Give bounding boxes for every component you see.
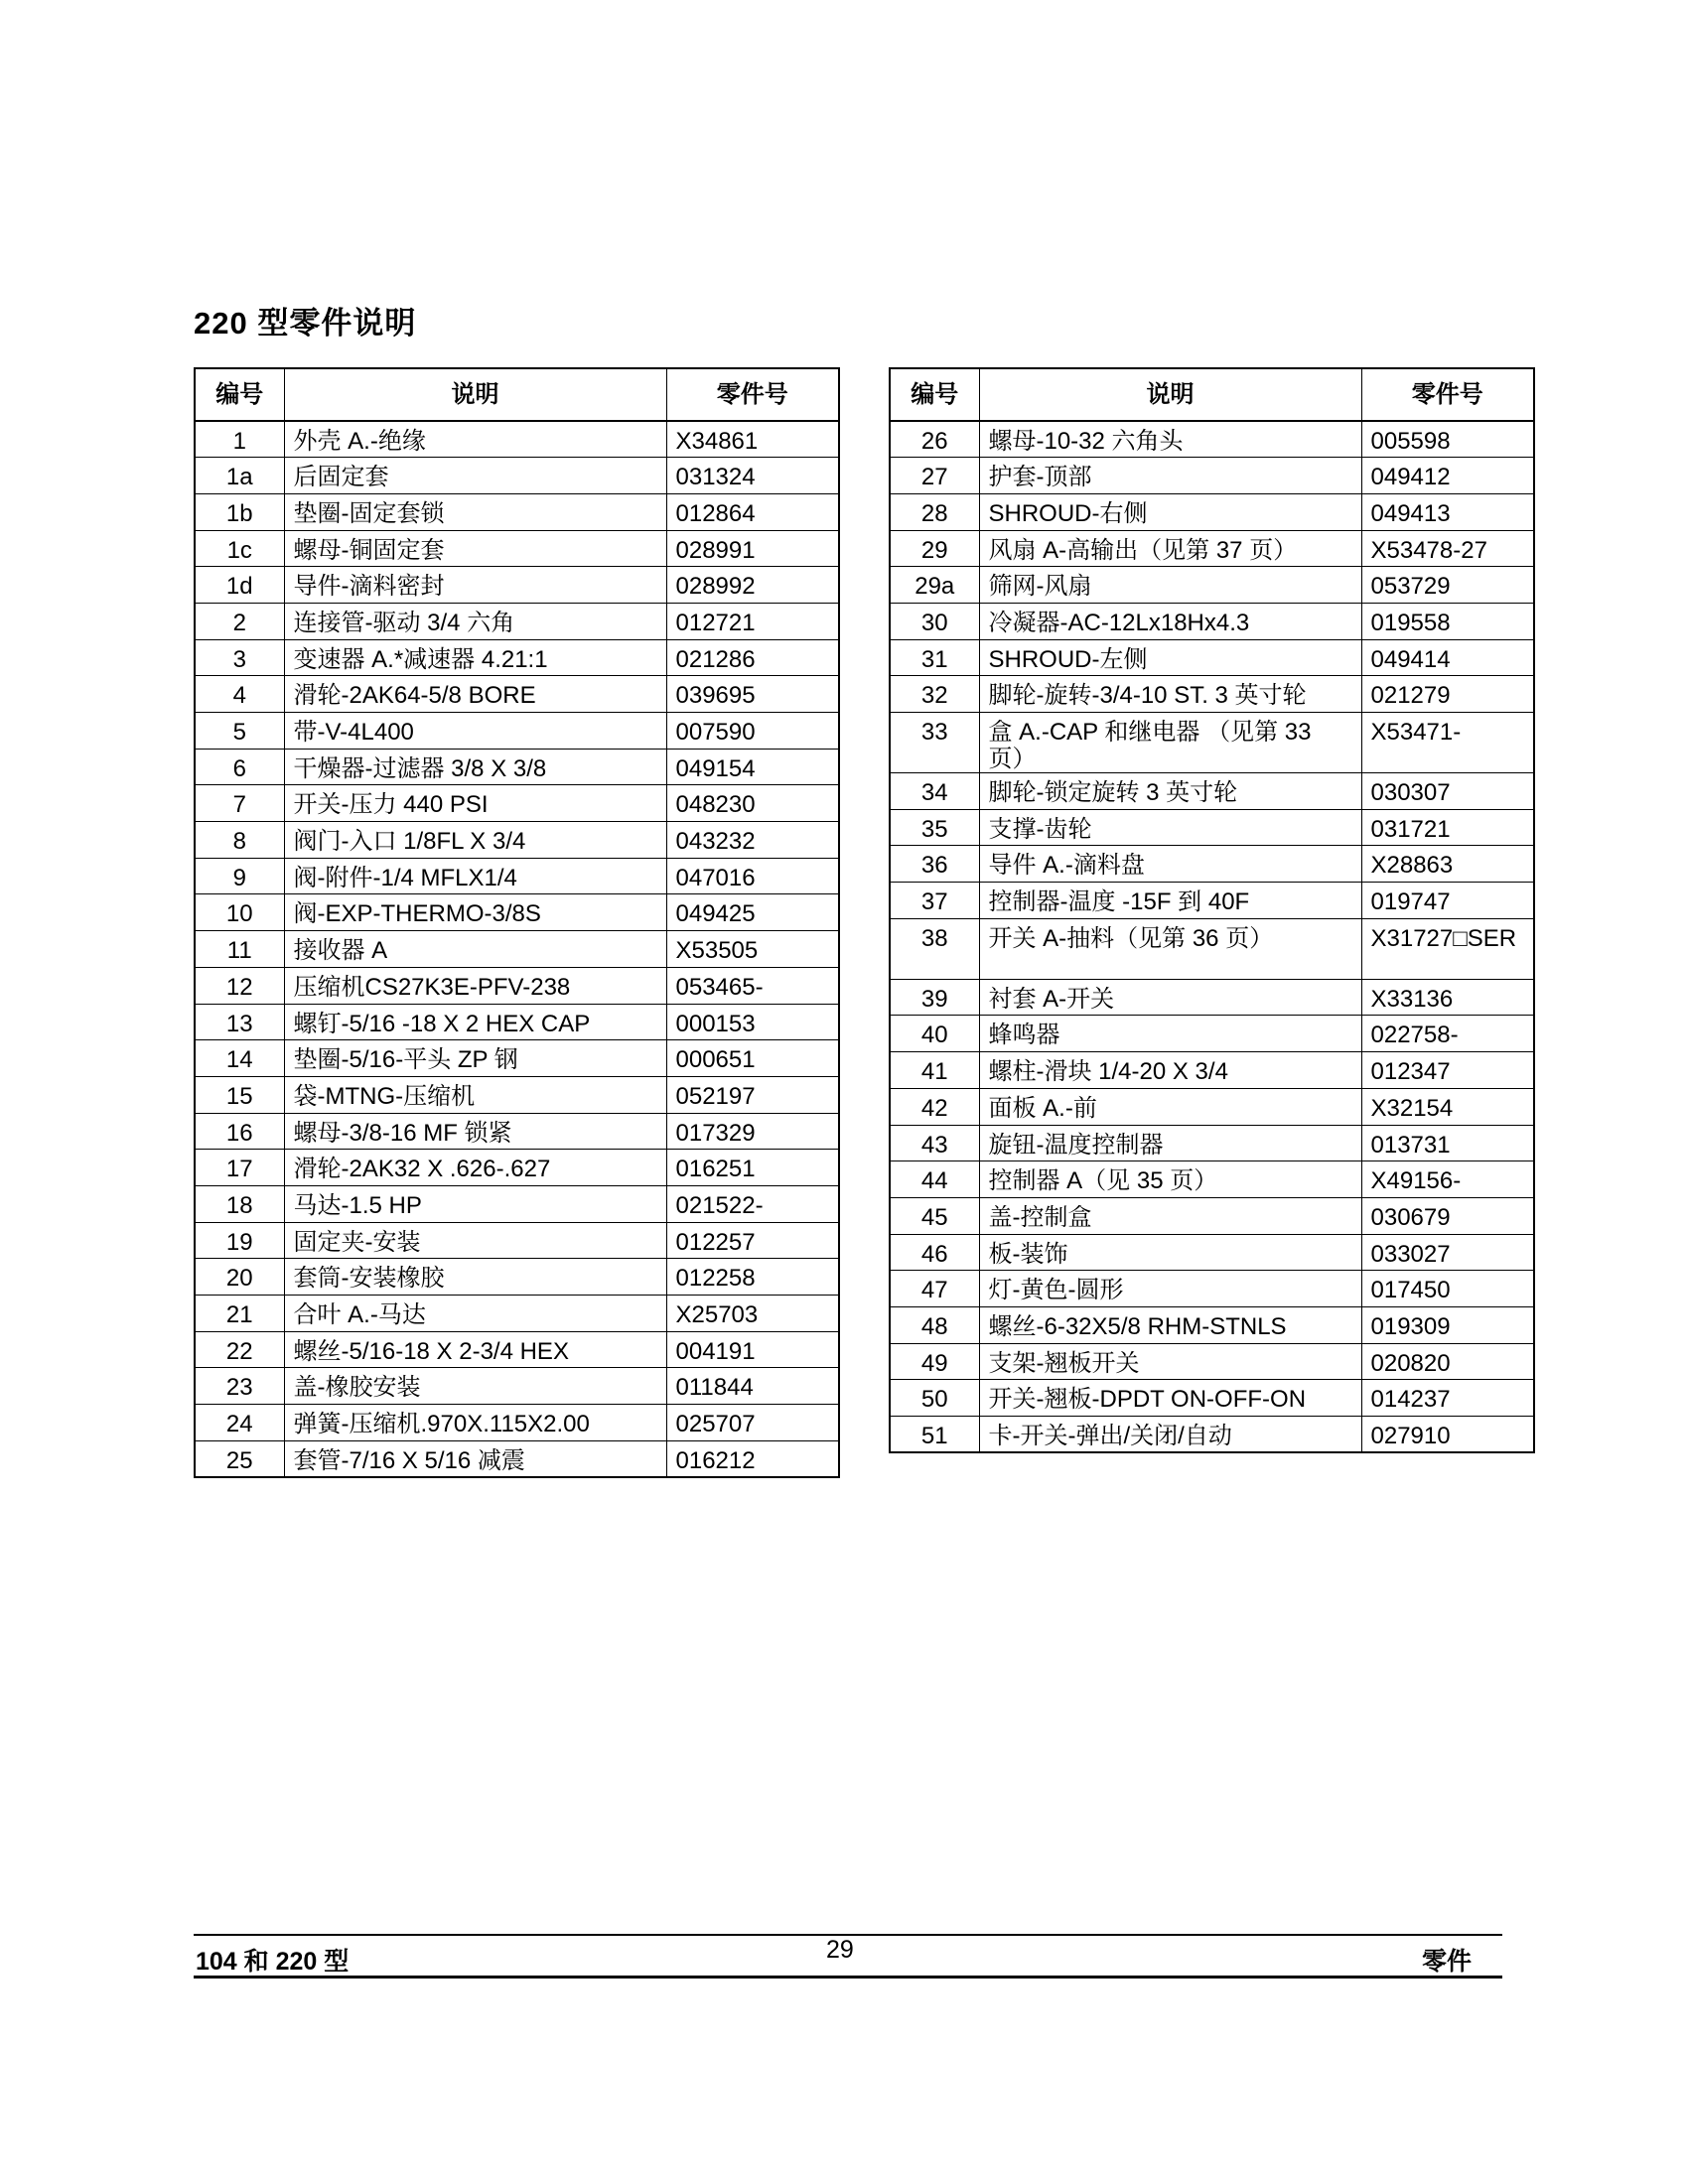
part-number: X53471- bbox=[1361, 713, 1534, 773]
item-number: 15 bbox=[195, 1076, 284, 1113]
table-row bbox=[195, 676, 839, 713]
item-description: 滑轮-2AK64-5/8 BORE bbox=[284, 676, 666, 713]
table-row bbox=[890, 603, 1534, 639]
part-number: 020820 bbox=[1361, 1343, 1534, 1380]
table-row bbox=[890, 567, 1534, 604]
item-number: 2 bbox=[195, 603, 284, 639]
table-row bbox=[195, 1405, 839, 1441]
item-description: 弹簧-压缩机.970X.115X2.00 bbox=[284, 1405, 666, 1441]
part-number: 031721 bbox=[1361, 809, 1534, 846]
item-description: 垫圈-固定套锁 bbox=[284, 493, 666, 530]
item-number: 17 bbox=[195, 1150, 284, 1186]
item-description: 阀门-入口 1/8FL X 3/4 bbox=[284, 822, 666, 859]
page-title: 220 型零件说明 bbox=[194, 306, 417, 341]
part-number: 011844 bbox=[666, 1368, 839, 1405]
item-number: 14 bbox=[195, 1040, 284, 1077]
table-row bbox=[890, 530, 1534, 567]
table-row bbox=[195, 894, 839, 931]
table-row bbox=[195, 1040, 839, 1077]
table-header-row bbox=[195, 368, 839, 421]
table-row bbox=[195, 749, 839, 785]
table-row bbox=[890, 639, 1534, 676]
table-row bbox=[195, 713, 839, 750]
part-number: 049154 bbox=[666, 749, 839, 785]
item-number: 40 bbox=[890, 1016, 979, 1052]
table-row bbox=[195, 421, 839, 458]
item-description: 盒 A.-CAP 和继电器 （见第 33 页） bbox=[979, 713, 1361, 773]
item-number: 28 bbox=[890, 493, 979, 530]
table-row bbox=[890, 1271, 1534, 1307]
table-row bbox=[890, 883, 1534, 919]
part-number: 021286 bbox=[666, 639, 839, 676]
table-row bbox=[195, 1004, 839, 1040]
item-number: 10 bbox=[195, 894, 284, 931]
item-number: 42 bbox=[890, 1088, 979, 1125]
item-description: 导件 A.-滴料盘 bbox=[979, 846, 1361, 883]
item-description: 滑轮-2AK32 X .626-.627 bbox=[284, 1150, 666, 1186]
header-desc: 说明 bbox=[284, 368, 666, 421]
item-description: SHROUD-右侧 bbox=[979, 493, 1361, 530]
item-number: 1b bbox=[195, 493, 284, 530]
part-number: 019558 bbox=[1361, 603, 1534, 639]
table-row bbox=[890, 1234, 1534, 1271]
header-desc: 说明 bbox=[979, 368, 1361, 421]
item-number: 32 bbox=[890, 676, 979, 713]
table-row bbox=[195, 530, 839, 567]
item-number: 13 bbox=[195, 1004, 284, 1040]
item-number: 31 bbox=[890, 639, 979, 676]
table-row bbox=[195, 458, 839, 494]
part-number: 049425 bbox=[666, 894, 839, 931]
table-row bbox=[890, 676, 1534, 713]
table-row bbox=[195, 1440, 839, 1477]
item-number: 12 bbox=[195, 967, 284, 1004]
table-row bbox=[890, 1306, 1534, 1343]
item-description: 灯-黄色-圆形 bbox=[979, 1271, 1361, 1307]
part-number: 028991 bbox=[666, 530, 839, 567]
part-number: 022758- bbox=[1361, 1016, 1534, 1052]
part-number: 048230 bbox=[666, 785, 839, 822]
item-number: 48 bbox=[890, 1306, 979, 1343]
table-header-row bbox=[890, 368, 1534, 421]
item-number: 1c bbox=[195, 530, 284, 567]
footer-divider-bottom bbox=[194, 1976, 1502, 1979]
item-description: 螺母-铜固定套 bbox=[284, 530, 666, 567]
item-number: 25 bbox=[195, 1440, 284, 1477]
table-row bbox=[890, 493, 1534, 530]
table-row bbox=[890, 458, 1534, 494]
item-description: 风扇 A-高输出（见第 37 页） bbox=[979, 530, 1361, 567]
item-number: 19 bbox=[195, 1222, 284, 1259]
part-number: 000651 bbox=[666, 1040, 839, 1077]
item-description: 干燥器-过滤器 3/8 X 3/8 bbox=[284, 749, 666, 785]
footer-section: 零件 bbox=[1422, 1948, 1473, 1976]
part-number: X32154 bbox=[1361, 1088, 1534, 1125]
item-number: 4 bbox=[195, 676, 284, 713]
item-number: 9 bbox=[195, 858, 284, 894]
item-number: 3 bbox=[195, 639, 284, 676]
item-description: 合叶 A.-马达 bbox=[284, 1296, 666, 1332]
table-row bbox=[195, 1368, 839, 1405]
table-row bbox=[890, 1343, 1534, 1380]
item-description: 开关-压力 440 PSI bbox=[284, 785, 666, 822]
part-number: 012721 bbox=[666, 603, 839, 639]
item-description: 面板 A.-前 bbox=[979, 1088, 1361, 1125]
item-description: 控制器 A（见 35 页） bbox=[979, 1161, 1361, 1198]
table-row bbox=[890, 846, 1534, 883]
item-number: 39 bbox=[890, 979, 979, 1016]
part-number: 049414 bbox=[1361, 639, 1534, 676]
item-number: 7 bbox=[195, 785, 284, 822]
item-description: 螺柱-滑块 1/4-20 X 3/4 bbox=[979, 1052, 1361, 1089]
table-row bbox=[890, 1088, 1534, 1125]
item-number: 43 bbox=[890, 1125, 979, 1161]
item-description: 接收器 A bbox=[284, 931, 666, 968]
part-number: 049413 bbox=[1361, 493, 1534, 530]
item-number: 49 bbox=[890, 1343, 979, 1380]
item-number: 16 bbox=[195, 1113, 284, 1150]
item-description: 套筒-安装橡胶 bbox=[284, 1259, 666, 1296]
item-number: 20 bbox=[195, 1259, 284, 1296]
item-number: 6 bbox=[195, 749, 284, 785]
part-number: 019747 bbox=[1361, 883, 1534, 919]
item-description: 袋-MTNG-压缩机 bbox=[284, 1076, 666, 1113]
part-number: 053729 bbox=[1361, 567, 1534, 604]
item-description: SHROUD-左侧 bbox=[979, 639, 1361, 676]
table-row bbox=[195, 785, 839, 822]
part-number: 047016 bbox=[666, 858, 839, 894]
item-number: 29 bbox=[890, 530, 979, 567]
table-row bbox=[890, 1161, 1534, 1198]
item-description: 板-装饰 bbox=[979, 1234, 1361, 1271]
item-number: 11 bbox=[195, 931, 284, 968]
item-description: 螺丝-6-32X5/8 RHM-STNLS bbox=[979, 1306, 1361, 1343]
item-number: 51 bbox=[890, 1417, 979, 1453]
item-description: 带-V-4L400 bbox=[284, 713, 666, 750]
part-number: 012864 bbox=[666, 493, 839, 530]
item-number: 46 bbox=[890, 1234, 979, 1271]
part-number: X49156- bbox=[1361, 1161, 1534, 1198]
table-row bbox=[890, 713, 1534, 773]
part-number: X25703 bbox=[666, 1296, 839, 1332]
table-row bbox=[195, 639, 839, 676]
table-row bbox=[195, 1259, 839, 1296]
header-no: 编号 bbox=[890, 368, 979, 421]
item-number: 50 bbox=[890, 1380, 979, 1417]
item-description: 盖-控制盒 bbox=[979, 1197, 1361, 1234]
table-row bbox=[195, 822, 839, 859]
header-part: 零件号 bbox=[1361, 368, 1534, 421]
table-row bbox=[890, 421, 1534, 458]
table-row bbox=[195, 567, 839, 604]
item-description: 固定夹-安装 bbox=[284, 1222, 666, 1259]
item-number: 44 bbox=[890, 1161, 979, 1198]
table-row bbox=[890, 773, 1534, 810]
part-number: 039695 bbox=[666, 676, 839, 713]
header-no: 编号 bbox=[195, 368, 284, 421]
item-number: 30 bbox=[890, 603, 979, 639]
item-description: 筛网-风扇 bbox=[979, 567, 1361, 604]
item-description: 开关-翘板-DPDT ON-OFF-ON bbox=[979, 1380, 1361, 1417]
item-number: 36 bbox=[890, 846, 979, 883]
table-row bbox=[195, 1185, 839, 1222]
part-number: 028992 bbox=[666, 567, 839, 604]
item-number: 22 bbox=[195, 1331, 284, 1368]
header-part: 零件号 bbox=[666, 368, 839, 421]
item-number: 1d bbox=[195, 567, 284, 604]
item-description: 脚轮-锁定旋转 3 英寸轮 bbox=[979, 773, 1361, 810]
table-row bbox=[890, 1197, 1534, 1234]
item-description: 卡-开关-弹出/关闭/自动 bbox=[979, 1417, 1361, 1453]
table-row bbox=[890, 1016, 1534, 1052]
item-number: 26 bbox=[890, 421, 979, 458]
item-number: 5 bbox=[195, 713, 284, 750]
table-row bbox=[890, 918, 1534, 979]
part-number: 053465- bbox=[666, 967, 839, 1004]
part-number: 021279 bbox=[1361, 676, 1534, 713]
table-row bbox=[195, 1076, 839, 1113]
item-number: 45 bbox=[890, 1197, 979, 1234]
part-number: 012347 bbox=[1361, 1052, 1534, 1089]
item-description: 盖-橡胶安装 bbox=[284, 1368, 666, 1405]
table-row bbox=[195, 967, 839, 1004]
table-row bbox=[195, 1296, 839, 1332]
item-description: 脚轮-旋转-3/4-10 ST. 3 英寸轮 bbox=[979, 676, 1361, 713]
part-number: 014237 bbox=[1361, 1380, 1534, 1417]
item-description: 旋钮-温度控制器 bbox=[979, 1125, 1361, 1161]
part-number: 004191 bbox=[666, 1331, 839, 1368]
item-number: 29a bbox=[890, 567, 979, 604]
part-number: 019309 bbox=[1361, 1306, 1534, 1343]
table-row bbox=[890, 1380, 1534, 1417]
table-row bbox=[195, 1331, 839, 1368]
table-row bbox=[195, 493, 839, 530]
item-description: 冷凝器-AC-12Lx18Hx4.3 bbox=[979, 603, 1361, 639]
item-description: 阀-EXP-THERMO-3/8S bbox=[284, 894, 666, 931]
parts-table-right bbox=[889, 367, 1535, 1453]
part-number: X34861 bbox=[666, 421, 839, 458]
item-description: 控制器-温度 -15F 到 40F bbox=[979, 883, 1361, 919]
table-row bbox=[195, 931, 839, 968]
part-number: X53505 bbox=[666, 931, 839, 968]
item-description: 护套-顶部 bbox=[979, 458, 1361, 494]
item-description: 马达-1.5 HP bbox=[284, 1185, 666, 1222]
item-number: 41 bbox=[890, 1052, 979, 1089]
part-number: 052197 bbox=[666, 1076, 839, 1113]
footer-model: 104 和 220 型 bbox=[196, 1948, 350, 1976]
item-description: 开关 A-抽料（见第 36 页） bbox=[979, 918, 1361, 979]
table-row bbox=[890, 1417, 1534, 1453]
item-description: 螺母-3/8-16 MF 锁紧 bbox=[284, 1113, 666, 1150]
part-number: 012258 bbox=[666, 1259, 839, 1296]
item-description: 变速器 A.*减速器 4.21:1 bbox=[284, 639, 666, 676]
item-description: 衬套 A-开关 bbox=[979, 979, 1361, 1016]
item-description: 螺钉-5/16 -18 X 2 HEX CAP bbox=[284, 1004, 666, 1040]
part-number: X33136 bbox=[1361, 979, 1534, 1016]
part-number: 021522- bbox=[666, 1185, 839, 1222]
part-number: 043232 bbox=[666, 822, 839, 859]
part-number: 017450 bbox=[1361, 1271, 1534, 1307]
part-number: 000153 bbox=[666, 1004, 839, 1040]
table-row bbox=[195, 858, 839, 894]
item-description: 连接管-驱动 3/4 六角 bbox=[284, 603, 666, 639]
table-row bbox=[890, 809, 1534, 846]
part-number: 049412 bbox=[1361, 458, 1534, 494]
part-number: 016251 bbox=[666, 1150, 839, 1186]
part-number: X31727□SER bbox=[1361, 918, 1534, 979]
item-number: 18 bbox=[195, 1185, 284, 1222]
part-number: X28863 bbox=[1361, 846, 1534, 883]
item-description: 后固定套 bbox=[284, 458, 666, 494]
item-number: 38 bbox=[890, 918, 979, 979]
part-number: X53478-27 bbox=[1361, 530, 1534, 567]
part-number: 030307 bbox=[1361, 773, 1534, 810]
part-number: 007590 bbox=[666, 713, 839, 750]
table-row bbox=[195, 603, 839, 639]
table-row bbox=[195, 1113, 839, 1150]
item-number: 24 bbox=[195, 1405, 284, 1441]
item-number: 1a bbox=[195, 458, 284, 494]
part-number: 031324 bbox=[666, 458, 839, 494]
item-description: 螺母-10-32 六角头 bbox=[979, 421, 1361, 458]
item-description: 螺丝-5/16-18 X 2-3/4 HEX bbox=[284, 1331, 666, 1368]
item-description: 外壳 A.-绝缘 bbox=[284, 421, 666, 458]
part-number: 025707 bbox=[666, 1405, 839, 1441]
item-number: 23 bbox=[195, 1368, 284, 1405]
item-number: 21 bbox=[195, 1296, 284, 1332]
part-number: 012257 bbox=[666, 1222, 839, 1259]
part-number: 030679 bbox=[1361, 1197, 1534, 1234]
item-number: 8 bbox=[195, 822, 284, 859]
item-description: 支撑-齿轮 bbox=[979, 809, 1361, 846]
part-number: 033027 bbox=[1361, 1234, 1534, 1271]
item-description: 支架-翘板开关 bbox=[979, 1343, 1361, 1380]
item-number: 37 bbox=[890, 883, 979, 919]
item-description: 套管-7/16 X 5/16 减震 bbox=[284, 1440, 666, 1477]
table-row bbox=[890, 979, 1534, 1016]
item-number: 47 bbox=[890, 1271, 979, 1307]
item-description: 压缩机CS27K3E-PFV-238 bbox=[284, 967, 666, 1004]
part-number: 017329 bbox=[666, 1113, 839, 1150]
item-description: 蜂鸣器 bbox=[979, 1016, 1361, 1052]
part-number: 005598 bbox=[1361, 421, 1534, 458]
part-number: 013731 bbox=[1361, 1125, 1534, 1161]
item-number: 27 bbox=[890, 458, 979, 494]
table-row bbox=[890, 1052, 1534, 1089]
table-row bbox=[195, 1150, 839, 1186]
item-description: 阀-附件-1/4 MFLX1/4 bbox=[284, 858, 666, 894]
part-number: 027910 bbox=[1361, 1417, 1534, 1453]
item-number: 1 bbox=[195, 421, 284, 458]
parts-table-left bbox=[194, 367, 840, 1478]
item-description: 导件-滴料密封 bbox=[284, 567, 666, 604]
table-row bbox=[890, 1125, 1534, 1161]
table-row bbox=[195, 1222, 839, 1259]
page-number: 29 bbox=[826, 1936, 854, 1964]
part-number: 016212 bbox=[666, 1440, 839, 1477]
item-number: 35 bbox=[890, 809, 979, 846]
item-number: 33 bbox=[890, 713, 979, 773]
item-description: 垫圈-5/16-平头 ZP 钢 bbox=[284, 1040, 666, 1077]
item-number: 34 bbox=[890, 773, 979, 810]
